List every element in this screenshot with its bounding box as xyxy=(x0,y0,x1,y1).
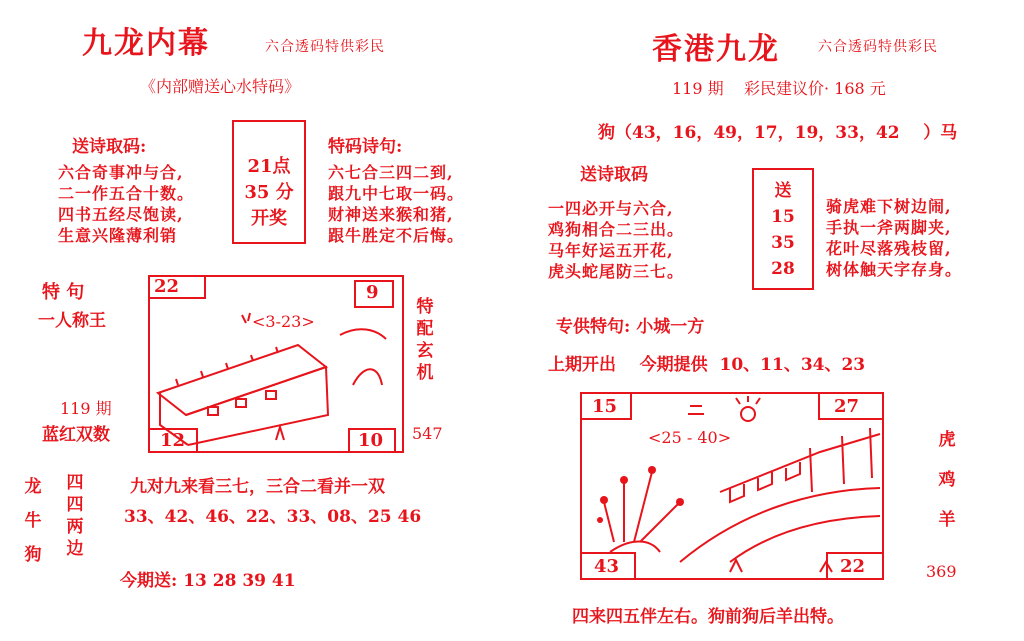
left-tagline: 《内部赠送心水特码》 xyxy=(140,77,301,96)
house-sketch-icon xyxy=(148,275,404,453)
left-poem-title: 送诗取码: xyxy=(72,137,147,157)
left-numbers: 33、42、46、22、33、08、25 46 xyxy=(124,507,422,527)
right-zodiac-vertical: 虎鸡羊 xyxy=(938,430,956,530)
poem-line: 手执一斧两脚夹, xyxy=(826,218,952,237)
left-drawing-tl: 22 xyxy=(154,276,180,297)
left-issue: 119 期 xyxy=(60,399,112,418)
right-side-number: 369 xyxy=(926,562,957,581)
left-zodiac-col2: 四四两边 xyxy=(66,473,84,559)
left-today-send: 今期送: 13 28 39 41 xyxy=(120,571,296,591)
right-drawing-bl: 43 xyxy=(594,556,620,577)
right-numbers-line: 狗（43，16，49，17，19，33，42 ）马 xyxy=(598,123,958,143)
right-drawing-br: 22 xyxy=(840,556,866,577)
poem-line: 鸡狗相合二三出。 xyxy=(548,220,685,239)
left-poem-right xyxy=(328,162,464,246)
right-poem-right xyxy=(826,196,962,280)
right-send-numbers: 送 15 35 28 xyxy=(771,181,795,279)
poem-line: 六合奇事冲与合, xyxy=(58,163,184,182)
left-special-title: 特 句 xyxy=(42,282,85,303)
left-side-vertical: 特配玄机 xyxy=(416,297,434,383)
left-hint: 九对九来看三七，三合二看并一双 xyxy=(130,477,385,497)
poem-line: 跟九中七取一码。 xyxy=(328,184,465,203)
poem-line: 马年好运五开花, xyxy=(548,241,674,260)
right-poem-title: 送诗取码 xyxy=(580,165,648,185)
left-blue-red: 蓝红双数 xyxy=(42,425,110,445)
left-drawing-sky: <3-23> xyxy=(252,312,315,331)
poem-line: 树体触天字存身。 xyxy=(826,260,963,279)
right-last-line: 上期开出 今期提供 10、11、34、23 xyxy=(548,355,866,375)
right-issue-price: 119 期 彩民建议价· 168 元 xyxy=(672,79,886,98)
right-special-line: 专供特句: 小城一方 xyxy=(556,317,705,337)
poem-line: 虎头蛇尾防三七。 xyxy=(548,262,685,281)
left-drawing-br: 10 xyxy=(358,430,384,451)
right-title: 香港九龙 xyxy=(652,32,780,67)
right-drawing-sky: <25 - 40> xyxy=(648,428,732,447)
poem-line: 骑虎难下树边闹, xyxy=(826,197,952,216)
poem-line: 六七合三四二到, xyxy=(328,163,454,182)
right-drawing-tl: 15 xyxy=(592,396,618,417)
poem-line: 财神送来猴和猪, xyxy=(328,205,454,224)
left-special-phrase: 一人称王 xyxy=(38,311,106,331)
poem-line: 花叶尽落残枝留, xyxy=(826,239,952,258)
left-draw-time: 21点 35 分 开奖 xyxy=(244,156,294,229)
right-drawing-tr: 27 xyxy=(834,396,860,417)
poem-line: 跟牛胜定不后悔。 xyxy=(328,226,465,245)
poem-line: 生意兴隆薄利销 xyxy=(58,226,178,245)
left-poem-right-title: 特码诗句: xyxy=(328,137,403,157)
left-drawing-bl: 12 xyxy=(160,430,186,451)
poem-line: 四书五经尽饱读, xyxy=(58,205,184,224)
left-title: 九龙内幕 xyxy=(82,26,210,61)
left-side-number: 547 xyxy=(412,424,443,443)
right-footer: 四来四五伴左右。狗前狗后羊出特。 xyxy=(572,607,844,627)
left-subtitle: 六合透码特供彩民 xyxy=(265,39,385,55)
poem-line: 一四必开与六合, xyxy=(548,199,674,218)
left-drawing-tr: 9 xyxy=(366,282,379,303)
city-wall-sketch-icon xyxy=(580,392,884,580)
left-poem-left xyxy=(58,162,194,246)
poem-line: 二一作五合十数。 xyxy=(58,184,195,203)
left-zodiac-col1: 龙牛狗 xyxy=(24,477,42,565)
right-subtitle: 六合透码特供彩民 xyxy=(818,39,938,55)
right-poem-left xyxy=(548,198,684,282)
